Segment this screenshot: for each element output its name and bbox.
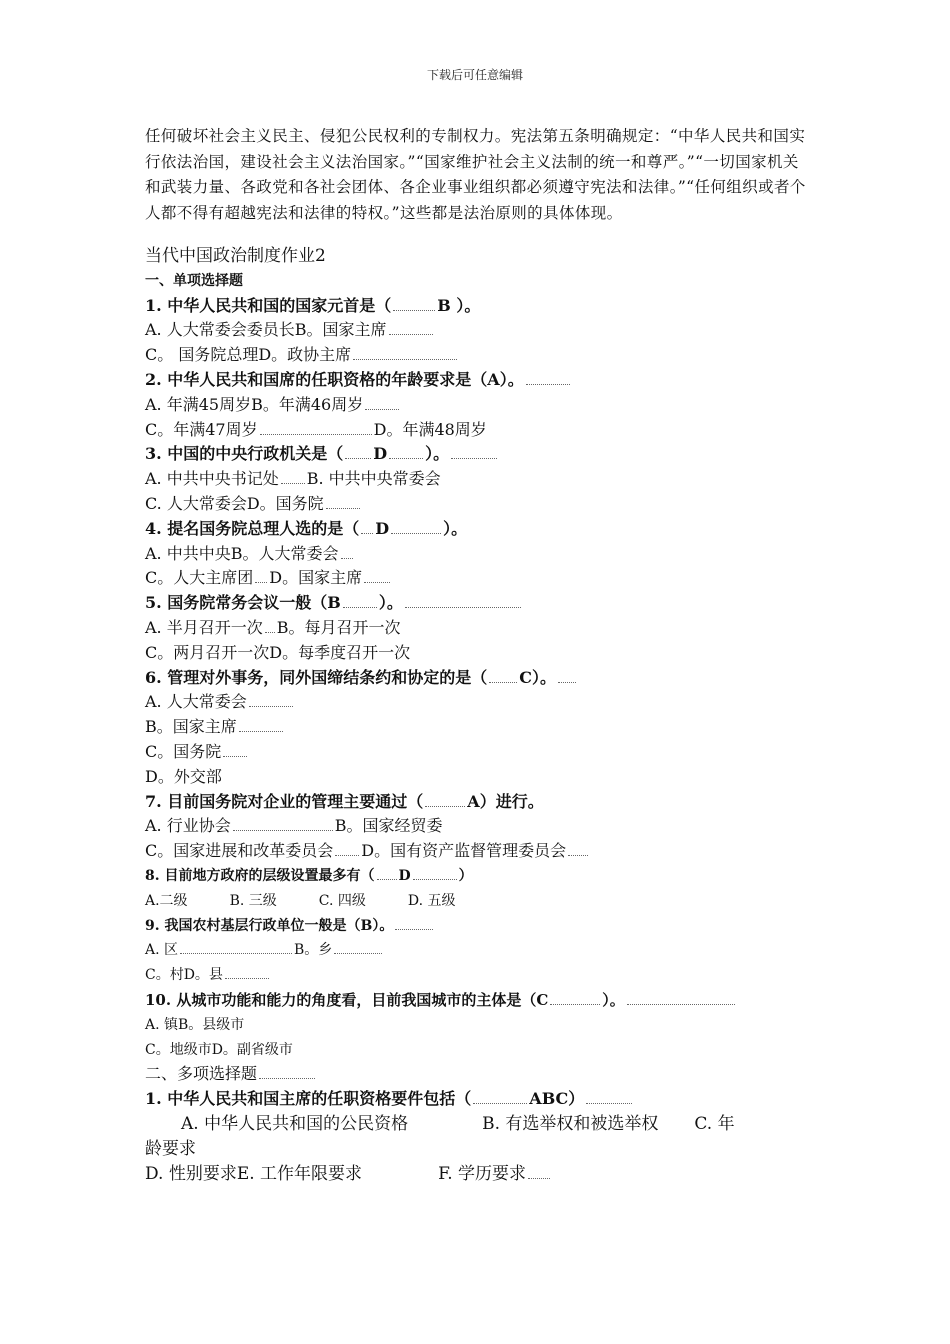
question-4: 4. 提名国务院总理人选的是（ D ）。 <box>145 518 468 538</box>
q7-options-ab: A. 行业协会 B。国家经贸委 <box>145 816 443 836</box>
q6-option-c: C。国务院 <box>145 740 810 765</box>
q9-options-ab: A. 区 B。乡 <box>145 938 810 963</box>
question-9: 9. 我国农村基层行政单位一般是（B）。 <box>145 914 810 939</box>
answer: D <box>398 867 411 884</box>
multi-question-1: 1. 中华人民共和国主席的任职资格要件包括（ ABC） <box>145 1087 810 1112</box>
q6-option-b: B。国家主席 <box>145 715 810 740</box>
q2-options-ab: A. 年满45周岁B。年满46周岁 <box>145 393 810 418</box>
page-header: 下载后可任意编辑 <box>426 68 523 82</box>
answer: B <box>437 295 451 315</box>
answer: A <box>487 369 500 389</box>
q9-options-cd: C。村D。县 <box>145 963 810 988</box>
q6-option-a: A. 人大常委会 <box>145 690 810 715</box>
section-single-choice: 一、单项选择题 <box>145 272 243 289</box>
q1-options-cd: C。 国务院总理D。政协主席 <box>145 343 810 368</box>
q5-options-cd: C。两月召开一次D。每季度召开一次 <box>145 642 411 662</box>
question-1: 1. 中华人民共和国的国家元首是（ B ）。 <box>145 295 481 315</box>
m1-options-abc: A. 中华人民共和国的公民资格 B. 有选举权和被选举权 C. 年 <box>181 1113 735 1134</box>
q1-options-ab: A. 人大常委会委员长B。国家主席 <box>145 318 810 343</box>
answer: C <box>519 667 533 687</box>
document-body <box>145 124 810 1187</box>
q5-options-ab: A. 半月召开一次 B。每月召开一次 <box>145 617 401 637</box>
m1-option-c-continued: 龄要求 <box>145 1138 196 1159</box>
q3-options-ab: A. 中共中央书记处 B. 中共中央常委会 <box>145 469 441 489</box>
question-2: 2. 中华人民共和国席的任职资格的年龄要求是（A）。 <box>145 368 810 393</box>
q3-options-cd: C. 人大常委会D。国务院 <box>145 492 810 517</box>
question-6: 6. 管理对外事务，同外国缔结条约和协定的是（ C）。 <box>145 666 810 691</box>
answer: D <box>375 518 390 538</box>
answer: B <box>327 593 341 613</box>
intro-paragraph: 任何破坏社会主义民主、侵犯公民权利的专制权力。宪法第五条明确规定：“中华人民共和国实行依法治国，建设社会主义法治国家。”“国家维护社会主义法制的统一和尊严。”“一切国家机关和武装力量、各政党和各社会团体、各企业事业组织都必须遵守宪法和法律。”“任何组织或者个人都不得有超越宪法和法律的特权。”这些都是法治原则的具体体现。 <box>145 127 806 222</box>
m1-options-def: D. 性别要求E. 工作年限要求 F. 学历要求 <box>145 1162 810 1187</box>
q4-options-ab: A. 中共中央B。人大常委会 <box>145 542 810 567</box>
question-3: 3. 中国的中央行政机关是（ D ）。 <box>145 442 810 467</box>
q4-options-cd: C。人大主席团 D。国家主席 <box>145 566 810 591</box>
answer: C <box>536 990 549 1009</box>
answer: ABC <box>529 1089 569 1109</box>
q2-options-cd: C。年满47周岁 D。年满48周岁 <box>145 419 487 439</box>
q10-options-cd: C。地级市D。副省级市 <box>145 1041 293 1058</box>
answer: A <box>467 791 480 811</box>
question-10: 10. 从城市功能和能力的角度看，目前我国城市的主体是（C ）。 <box>145 988 810 1013</box>
question-7: 7. 目前国务院对企业的管理主要通过（ A）进行。 <box>145 791 544 811</box>
answer: D <box>373 444 388 464</box>
answer: B <box>360 917 373 934</box>
q8-options: A.二级 B. 三级 C. 四级 D. 五级 <box>145 892 456 909</box>
assignment-title: 当代中国政治制度作业2 <box>145 246 326 266</box>
q10-options-ab: A. 镇B。县级市 <box>145 1016 245 1033</box>
section-multiple-choice: 二、多项选择题 <box>145 1062 810 1087</box>
q7-options-cd: C。国家进展和改革委员会 D。国有资产监督管理委员会 <box>145 839 810 864</box>
question-5: 5. 国务院常务会议一般（B ）。 <box>145 591 810 616</box>
question-8: 8. 目前地方政府的层级设置最多有（ D ） <box>145 867 473 884</box>
q6-option-d: D。外交部 <box>145 766 222 786</box>
